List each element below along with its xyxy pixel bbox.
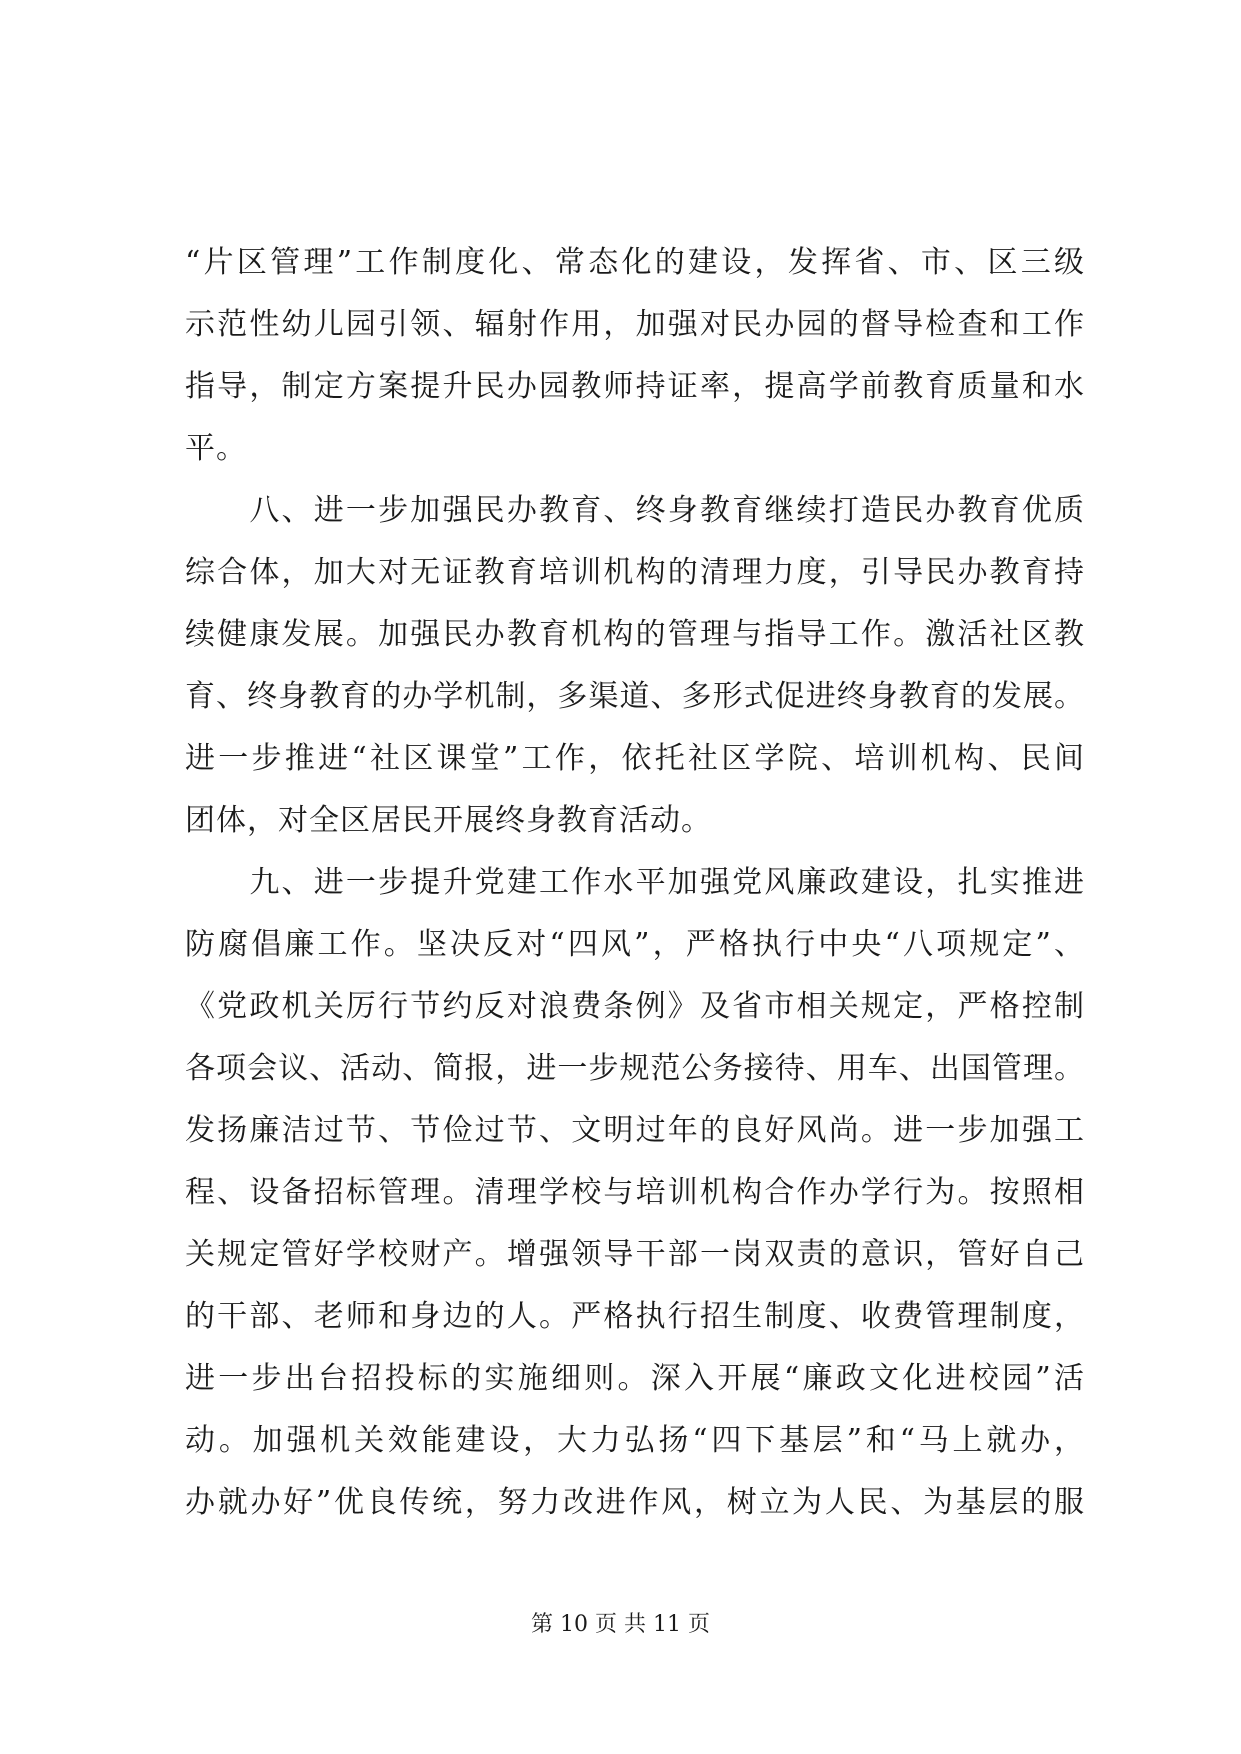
text-line: 指导，制定方案提升民办园教师持证率，提高学前教育质量和水 [185,369,1085,404]
text-line: 防腐倡廉工作。坚决反对“四风”，严格执行中央“八项规定”、 [185,927,1085,962]
text-line: 进一步推进“社区课堂”工作，依托社区学院、培训机构、民间 [185,741,1085,776]
text-line: 发扬廉洁过节、节俭过节、文明过年的良好风尚。进一步加强工 [185,1113,1085,1148]
page-number-label: 第 10 页 共 11 页 [531,1612,710,1637]
text-line: 进一步出台招投标的实施细则。深入开展“廉政文化进校园”活 [185,1361,1085,1396]
text-line: 续健康发展。加强民办教育机构的管理与指导工作。激活社区教 [185,617,1085,652]
text-line: 程、设备招标管理。清理学校与培训机构合作办学行为。按照相 [185,1175,1085,1210]
text-line: 各项会议、活动、简报，进一步规范公务接待、用车、出国管理。 [185,1051,1085,1086]
text-line: 综合体，加大对无证教育培训机构的清理力度，引导民办教育持 [185,555,1085,590]
text-line: 平。 [185,431,247,466]
text-line: 八、进一步加强民办教育、终身教育继续打造民办教育优质 [185,493,1085,528]
text-line: 办就办好”优良传统，努力改进作风，树立为人民、为基层的服 [185,1485,1085,1520]
page-footer [0,1610,1241,1640]
text-line: 动。加强机关效能建设，大力弘扬“四下基层”和“马上就办， [185,1423,1085,1458]
text-line: 关规定管好学校财产。增强领导干部一岗双责的意识，管好自己 [185,1237,1085,1272]
text-line: 的干部、老师和身边的人。严格执行招生制度、收费管理制度， [185,1299,1085,1334]
text-line: 示范性幼儿园引领、辐射作用，加强对民办园的督导检查和工作 [185,307,1085,342]
text-line: 九、进一步提升党建工作水平加强党风廉政建设，扎实推进 [185,865,1085,900]
text-line: 育、终身教育的办学机制，多渠道、多形式促进终身教育的发展。 [185,679,1085,714]
document-body [185,232,1085,1534]
text-line: 《党政机关厉行节约反对浪费条例》及省市相关规定，严格控制 [185,989,1085,1024]
text-line: “片区管理”工作制度化、常态化的建设，发挥省、市、区三级 [185,245,1085,280]
text-line: 团体，对全区居民开展终身教育活动。 [185,803,712,838]
